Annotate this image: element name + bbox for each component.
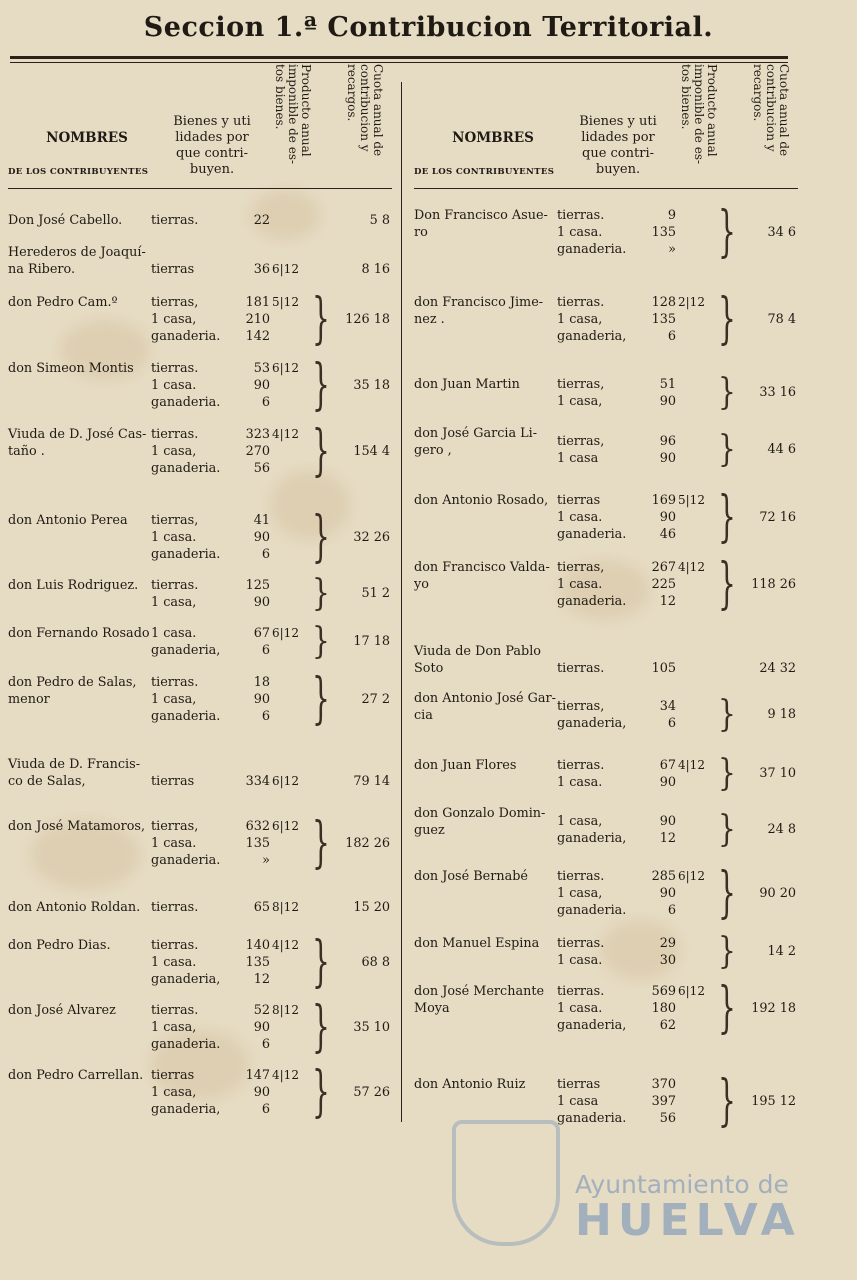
entry-row bbox=[8, 1059, 392, 1124]
cuota-value: 79 14 bbox=[353, 773, 390, 789]
item-quantity: 90 bbox=[253, 530, 270, 545]
item-type: tierras, bbox=[151, 819, 199, 834]
contributor-name: don Antonio Rosado, bbox=[414, 493, 549, 508]
item-type: 1 casa, bbox=[557, 886, 603, 901]
item-quantity: 6 bbox=[261, 709, 270, 724]
cuota-value: 44 6 bbox=[767, 442, 796, 457]
item-quantity: 29 bbox=[659, 936, 676, 951]
entry-row bbox=[8, 504, 392, 569]
item-quantity: 135 bbox=[651, 225, 676, 240]
item-quantity: 90 bbox=[253, 1085, 270, 1100]
item-fraction: 5|12 bbox=[678, 493, 705, 507]
brace-mark: } bbox=[718, 551, 736, 616]
entry-row bbox=[8, 929, 392, 994]
brace-mark: } bbox=[718, 929, 736, 973]
contributor-name: don Pedro Dias. bbox=[8, 938, 111, 953]
item-type: 1 casa. bbox=[557, 953, 603, 968]
watermark-line1: Ayuntamiento de bbox=[575, 1170, 789, 1199]
entry-row bbox=[414, 484, 798, 549]
cuota-value: 35 10 bbox=[353, 1019, 390, 1035]
item-type: tierras, bbox=[557, 699, 605, 714]
contributor-name: don Francisco Jime-nez . bbox=[414, 295, 544, 327]
cuota-value: 17 18 bbox=[353, 634, 390, 649]
item-quantity: 67 bbox=[659, 758, 676, 773]
contributor-name: Viuda de D. Francis-co de Salas, bbox=[8, 757, 141, 789]
contributor-name: don Simeon Montis bbox=[8, 361, 134, 376]
brace-mark: } bbox=[718, 860, 736, 925]
item-fraction: 6|12 bbox=[272, 361, 299, 375]
brace-mark: } bbox=[718, 427, 736, 471]
entry-row bbox=[414, 370, 798, 414]
header-contributors: DE LOS CONTRIBUYENTES bbox=[414, 167, 555, 177]
cuota-value: 57 26 bbox=[353, 1084, 390, 1100]
item-type: 1 casa, bbox=[151, 1085, 197, 1100]
item-quantity: 90 bbox=[659, 814, 676, 829]
item-quantity: 12 bbox=[659, 594, 676, 609]
header-cuota: Cuota anual de contribucion y recargos. bbox=[345, 64, 385, 157]
item-quantity: 6 bbox=[261, 547, 270, 562]
item-quantity: 6 bbox=[667, 716, 676, 731]
item-quantity: 180 bbox=[651, 1001, 676, 1016]
item-quantity: 370 bbox=[651, 1077, 676, 1092]
brace-mark: } bbox=[312, 666, 330, 731]
entry-row bbox=[8, 899, 392, 916]
cuota-value: 35 18 bbox=[353, 377, 390, 393]
entry-row bbox=[414, 690, 798, 736]
item-type: ganaderia, bbox=[151, 1102, 221, 1117]
header-names: NOMBRES bbox=[452, 130, 534, 146]
item-type: ganaderia. bbox=[557, 242, 627, 257]
item-type: tierras. bbox=[151, 675, 199, 690]
brace-mark: } bbox=[718, 807, 736, 851]
item-type: 1 casa. bbox=[557, 225, 603, 240]
contributor-name: Don Francisco Asue-ro bbox=[414, 208, 548, 240]
brace-mark: } bbox=[312, 994, 330, 1059]
item-type: 1 casa. bbox=[557, 775, 603, 790]
item-type: tierras bbox=[151, 774, 195, 789]
item-quantity: 18 bbox=[253, 675, 270, 690]
brace-mark: } bbox=[312, 352, 330, 417]
contributor-name: don Pedro de Salas, menor bbox=[8, 675, 137, 707]
item-type: 1 casa, bbox=[151, 1020, 197, 1035]
item-type: 1 casa, bbox=[557, 312, 603, 327]
item-quantity: » bbox=[668, 242, 676, 257]
item-type: tierras. bbox=[557, 936, 605, 951]
entry-row bbox=[8, 994, 392, 1059]
entry-row bbox=[414, 975, 798, 1040]
right-column bbox=[414, 62, 798, 1142]
watermark bbox=[575, 1170, 801, 1246]
item-type: ganaderia. bbox=[151, 395, 221, 410]
entry-row bbox=[8, 418, 392, 483]
cuota-value: 126 18 bbox=[345, 311, 390, 327]
item-type: 1 casa, bbox=[557, 814, 603, 829]
item-type: 1 casa, bbox=[557, 394, 603, 409]
item-quantity: 169 bbox=[651, 493, 676, 508]
item-type: tierras, bbox=[557, 377, 605, 392]
contributor-name: don Antonio Perea bbox=[8, 513, 128, 528]
item-type: tierras, bbox=[557, 560, 605, 575]
cuota-value: 72 16 bbox=[759, 509, 796, 525]
entry-row bbox=[8, 571, 392, 615]
item-quantity: 46 bbox=[659, 527, 676, 542]
brace-mark: } bbox=[718, 975, 736, 1040]
item-type: 1 casa, bbox=[151, 312, 197, 327]
brace-mark: } bbox=[718, 751, 736, 795]
item-type: ganaderia, bbox=[151, 972, 221, 987]
item-type: 1 casa. bbox=[151, 626, 197, 641]
left-column bbox=[8, 62, 392, 1142]
item-quantity: 12 bbox=[253, 972, 270, 987]
item-quantity: 210 bbox=[245, 312, 270, 327]
item-quantity: 285 bbox=[651, 869, 676, 884]
item-fraction: 6|12 bbox=[678, 984, 705, 998]
cuota-value: 78 4 bbox=[767, 311, 796, 327]
entry-row bbox=[414, 643, 798, 677]
item-fraction: 6|12 bbox=[272, 774, 299, 788]
item-quantity: 569 bbox=[651, 984, 676, 999]
item-quantity: 53 bbox=[253, 361, 270, 376]
entry-row bbox=[8, 212, 392, 229]
header-contributors: DE LOS CONTRIBUYENTES bbox=[8, 167, 149, 177]
item-quantity: 135 bbox=[245, 955, 270, 970]
item-type: 1 casa. bbox=[557, 510, 603, 525]
contributor-name: don Juan Flores bbox=[414, 758, 517, 773]
entry-row bbox=[414, 929, 798, 973]
item-type: tierras. bbox=[557, 758, 605, 773]
cuota-value: 182 26 bbox=[345, 835, 390, 851]
item-type: 1 casa bbox=[557, 451, 599, 466]
item-fraction: 4|12 bbox=[272, 938, 299, 952]
item-quantity: 105 bbox=[651, 661, 676, 676]
brace-mark: } bbox=[718, 484, 736, 549]
item-fraction: 8|12 bbox=[272, 900, 299, 914]
item-type: ganaderia, bbox=[557, 1018, 627, 1033]
item-type: tierras, bbox=[151, 513, 199, 528]
item-type: ganaderia. bbox=[557, 527, 627, 542]
item-type: tierras bbox=[557, 1077, 601, 1092]
entry-row bbox=[414, 751, 798, 795]
cuota-value: 192 18 bbox=[751, 1000, 796, 1016]
item-quantity: 90 bbox=[253, 595, 270, 610]
brace-mark: } bbox=[312, 504, 330, 569]
contributor-name: don Antonio José Gar-cia bbox=[414, 691, 556, 723]
item-type: tierras. bbox=[557, 869, 605, 884]
header-producto: Producto anual imponible de es- tos bienes. bbox=[273, 64, 313, 165]
contributor-name: don José Garcia Li-gero , bbox=[414, 426, 538, 458]
item-type: tierras. bbox=[151, 938, 199, 953]
cuota-value: 90 20 bbox=[759, 885, 796, 901]
item-quantity: 90 bbox=[659, 886, 676, 901]
item-quantity: 90 bbox=[253, 692, 270, 707]
header-bienes: Bienes y uti lidades por que contri- buyen. bbox=[173, 114, 251, 177]
item-quantity: 90 bbox=[659, 775, 676, 790]
cuota-value: 34 6 bbox=[767, 224, 796, 240]
item-quantity: 6 bbox=[261, 1037, 270, 1052]
entry-row bbox=[414, 425, 798, 471]
entry-row bbox=[414, 199, 798, 264]
item-quantity: 22 bbox=[253, 213, 270, 228]
item-type: ganaderia. bbox=[151, 709, 221, 724]
item-type: 1 casa, bbox=[151, 595, 197, 610]
item-type: ganaderia. bbox=[151, 1037, 221, 1052]
item-type: 1 casa. bbox=[557, 1001, 603, 1016]
item-type: tierras, bbox=[557, 434, 605, 449]
item-quantity: 140 bbox=[245, 938, 270, 953]
item-fraction: 6|12 bbox=[272, 262, 299, 276]
cuota-value: 195 12 bbox=[751, 1093, 796, 1109]
brace-mark: } bbox=[312, 571, 330, 615]
brace-mark: } bbox=[312, 810, 330, 875]
contributor-name: don Juan Martin bbox=[414, 377, 520, 392]
item-fraction: 4|12 bbox=[678, 560, 705, 574]
cuota-value: 24 8 bbox=[767, 822, 796, 837]
item-fraction: 6|12 bbox=[272, 626, 299, 640]
item-quantity: 12 bbox=[659, 831, 676, 846]
left-header bbox=[8, 62, 392, 188]
item-type: tierras bbox=[151, 1068, 195, 1083]
item-quantity: 128 bbox=[651, 295, 676, 310]
item-quantity: 270 bbox=[245, 444, 270, 459]
item-quantity: 9 bbox=[667, 208, 676, 223]
top-rule bbox=[10, 56, 788, 59]
item-quantity: 225 bbox=[651, 577, 676, 592]
item-quantity: 397 bbox=[651, 1094, 676, 1109]
contributor-name: don José Bernabé bbox=[414, 869, 528, 884]
item-quantity: » bbox=[262, 853, 270, 868]
cuota-value: 51 2 bbox=[361, 586, 390, 601]
header-producto: Producto anual imponible de es- tos bienes. bbox=[679, 64, 719, 165]
item-quantity: 632 bbox=[245, 819, 270, 834]
cuota-value: 27 2 bbox=[361, 691, 390, 707]
contributor-name: don José Matamoros, bbox=[8, 819, 146, 834]
item-quantity: 6 bbox=[261, 395, 270, 410]
cuota-value: 154 4 bbox=[353, 443, 390, 459]
brace-mark: } bbox=[718, 692, 736, 736]
item-type: 1 casa. bbox=[151, 836, 197, 851]
item-type: ganaderia. bbox=[151, 329, 221, 344]
entry-row bbox=[8, 756, 392, 790]
entry-row bbox=[8, 244, 392, 278]
item-quantity: 30 bbox=[659, 953, 676, 968]
item-quantity: 323 bbox=[245, 427, 270, 442]
item-type: tierras bbox=[557, 493, 601, 508]
contributor-name: don José Alvarez bbox=[8, 1003, 116, 1018]
cuota-value: 15 20 bbox=[353, 900, 390, 915]
item-type: 1 casa, bbox=[151, 444, 197, 459]
item-type: 1 casa bbox=[557, 1094, 599, 1109]
watermark-seal bbox=[452, 1120, 560, 1246]
header-names: NOMBRES bbox=[46, 130, 128, 146]
item-quantity: 6 bbox=[261, 1102, 270, 1117]
item-fraction: 5|12 bbox=[272, 295, 299, 309]
item-type: ganaderia, bbox=[557, 716, 627, 731]
item-type: ganaderia. bbox=[557, 1111, 627, 1126]
item-type: tierras. bbox=[557, 208, 605, 223]
contributor-name: don Manuel Espina bbox=[414, 936, 540, 951]
item-quantity: 90 bbox=[659, 510, 676, 525]
item-quantity: 90 bbox=[659, 394, 676, 409]
page-title: Seccion 1.ª Contribucion Territorial. bbox=[143, 12, 714, 43]
cuota-value: 33 16 bbox=[759, 385, 796, 400]
watermark-line2: HUELVA bbox=[575, 1195, 801, 1246]
item-fraction: 4|12 bbox=[272, 1068, 299, 1082]
item-fraction: 2|12 bbox=[678, 295, 705, 309]
entry-row bbox=[414, 551, 798, 616]
item-quantity: 147 bbox=[245, 1068, 270, 1083]
contributor-name: Viuda de D. José Cas-taño . bbox=[8, 427, 147, 459]
item-type: 1 casa. bbox=[557, 577, 603, 592]
contributor-name: don José Merchante Moya bbox=[414, 984, 545, 1016]
item-quantity: 96 bbox=[659, 434, 676, 449]
item-type: ganaderia. bbox=[557, 903, 627, 918]
item-quantity: 125 bbox=[245, 578, 270, 593]
item-quantity: 90 bbox=[253, 1020, 270, 1035]
item-quantity: 135 bbox=[245, 836, 270, 851]
brace-mark: } bbox=[718, 286, 736, 351]
entry-row bbox=[414, 805, 798, 851]
cuota-value: 32 26 bbox=[353, 529, 390, 545]
entry-row bbox=[8, 286, 392, 351]
item-quantity: 334 bbox=[245, 774, 270, 789]
item-quantity: 51 bbox=[659, 377, 676, 392]
item-type: tierras bbox=[151, 262, 195, 277]
item-quantity: 142 bbox=[245, 329, 270, 344]
item-type: tierras. bbox=[151, 361, 199, 376]
brace-mark: } bbox=[718, 370, 736, 414]
item-type: 1 casa. bbox=[151, 530, 197, 545]
item-type: 1 casa. bbox=[151, 378, 197, 393]
brace-mark: } bbox=[312, 1059, 330, 1124]
contributor-name: don Pedro Cam.º bbox=[8, 295, 118, 310]
item-type: ganaderia, bbox=[557, 329, 627, 344]
item-quantity: 6 bbox=[667, 903, 676, 918]
item-quantity: 56 bbox=[253, 461, 270, 476]
contributor-name: don Antonio Ruiz bbox=[414, 1077, 526, 1092]
header-cuota: Cuota anual de contribucion y recargos. bbox=[751, 64, 791, 157]
entry-row bbox=[8, 810, 392, 875]
item-quantity: 181 bbox=[245, 295, 270, 310]
brace-mark: } bbox=[312, 286, 330, 351]
item-quantity: 34 bbox=[659, 699, 676, 714]
item-fraction: 4|12 bbox=[272, 427, 299, 441]
header-rule bbox=[8, 188, 392, 189]
entry-row bbox=[8, 619, 392, 663]
brace-mark: } bbox=[312, 418, 330, 483]
cuota-value: 68 8 bbox=[361, 954, 390, 970]
item-fraction: 4|12 bbox=[678, 758, 705, 772]
item-type: tierras, bbox=[151, 295, 199, 310]
contributor-name: Don José Cabello. bbox=[8, 213, 123, 228]
contributor-name: don Antonio Roldan. bbox=[8, 900, 141, 915]
cuota-value: 37 10 bbox=[759, 766, 796, 781]
contributor-name: don Gonzalo Domin-guez bbox=[414, 806, 546, 838]
item-type: tierras. bbox=[557, 984, 605, 999]
item-quantity: 62 bbox=[659, 1018, 676, 1033]
item-quantity: 65 bbox=[253, 900, 270, 915]
item-quantity: 90 bbox=[659, 451, 676, 466]
item-type: tierras. bbox=[151, 427, 199, 442]
entry-row bbox=[8, 352, 392, 417]
item-type: tierras. bbox=[151, 578, 199, 593]
item-fraction: 6|12 bbox=[678, 869, 705, 883]
entry-row bbox=[414, 860, 798, 925]
brace-mark: } bbox=[718, 1068, 736, 1133]
item-type: ganaderia. bbox=[151, 461, 221, 476]
entry-row bbox=[414, 286, 798, 351]
item-quantity: 41 bbox=[253, 513, 270, 528]
item-quantity: 36 bbox=[253, 262, 270, 277]
cuota-value: 8 16 bbox=[361, 261, 390, 277]
item-quantity: 67 bbox=[253, 626, 270, 641]
item-quantity: 267 bbox=[651, 560, 676, 575]
contributor-name: don Francisco Valda-yo bbox=[414, 560, 550, 592]
header-rule bbox=[414, 188, 798, 189]
item-quantity: 52 bbox=[253, 1003, 270, 1018]
item-type: ganaderia, bbox=[151, 643, 221, 658]
item-fraction: 8|12 bbox=[272, 1003, 299, 1017]
brace-mark: } bbox=[718, 199, 736, 264]
item-quantity: 90 bbox=[253, 378, 270, 393]
item-quantity: 6 bbox=[261, 643, 270, 658]
item-type: tierras. bbox=[151, 213, 199, 228]
center-divider bbox=[401, 82, 402, 1122]
item-type: 1 casa. bbox=[151, 955, 197, 970]
item-type: 1 casa, bbox=[151, 692, 197, 707]
item-type: ganaderia, bbox=[557, 831, 627, 846]
cuota-value: 118 26 bbox=[751, 576, 796, 592]
contributor-name: don Luis Rodriguez. bbox=[8, 578, 139, 593]
item-type: ganaderia. bbox=[151, 853, 221, 868]
item-quantity: 56 bbox=[659, 1111, 676, 1126]
contributor-name: Viuda de Don Pablo Soto bbox=[414, 644, 542, 676]
item-quantity: 135 bbox=[651, 312, 676, 327]
cuota-value: 9 18 bbox=[767, 707, 796, 722]
header-bienes: Bienes y uti lidades por que contri- buyen. bbox=[579, 114, 657, 177]
brace-mark: } bbox=[312, 619, 330, 663]
contributor-name: don Pedro Carrellan. bbox=[8, 1068, 144, 1083]
item-type: ganaderia. bbox=[557, 594, 627, 609]
item-type: tierras. bbox=[151, 1003, 199, 1018]
cuota-value: 14 2 bbox=[767, 944, 796, 959]
entry-row bbox=[8, 666, 392, 731]
contributor-name: Herederos de Joaquí-na Ribero. bbox=[8, 245, 146, 277]
contributor-name: don Fernando Rosado bbox=[8, 626, 150, 641]
cuota-value: 24 32 bbox=[759, 660, 796, 676]
item-type: tierras. bbox=[151, 900, 199, 915]
right-header bbox=[414, 62, 798, 188]
item-quantity: 6 bbox=[667, 329, 676, 344]
item-type: tierras. bbox=[557, 661, 605, 676]
item-fraction: 6|12 bbox=[272, 819, 299, 833]
cuota-value: 5 8 bbox=[369, 213, 390, 228]
item-type: tierras. bbox=[557, 295, 605, 310]
brace-mark: } bbox=[312, 929, 330, 994]
item-type: ganaderia. bbox=[151, 547, 221, 562]
